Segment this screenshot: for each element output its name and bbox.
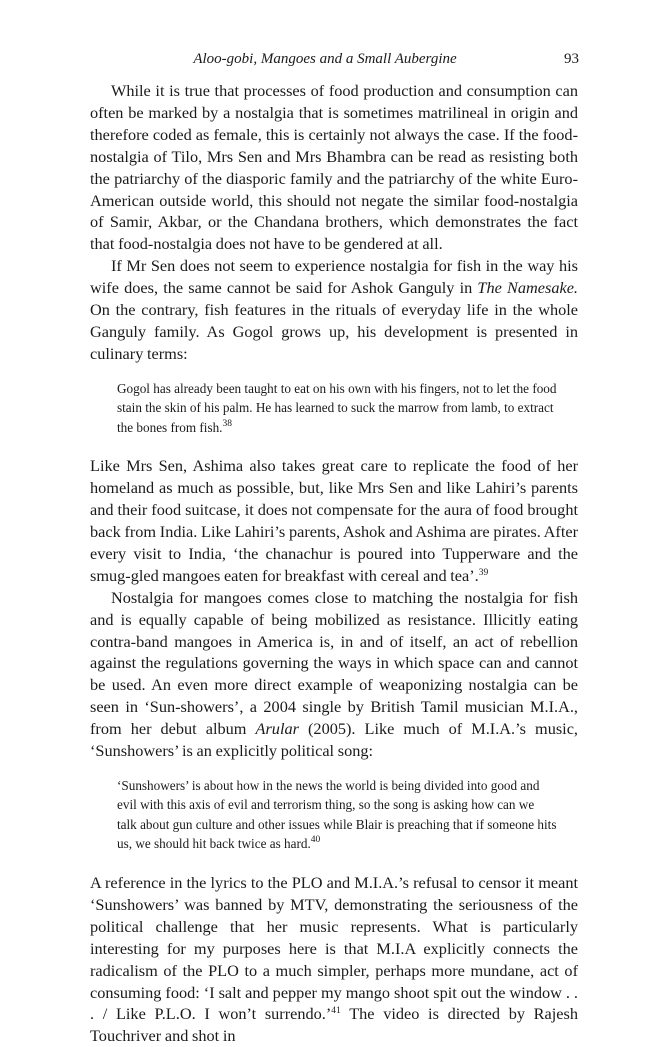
paragraph-1-text: While it is true that processes of food production and consumption can often be marked by a nostalgia that is sometimes matrilineal in origin and therefore coded as female, this is certainly not always the case. If the food-nostalgia of Tilo, Mrs Sen and Mrs Bhambra can be read as resisting both the patriarchy of the diasporic family and the patriarchy of the white Euro-American outside world, this should not negate the similar food-nostalgia of Samir, Akbar, or the Chandana brothers, which demonstrates the fact that food-nostalgia does not have to be gendered at all. bbox=[90, 81, 578, 254]
paragraph-3 bbox=[90, 455, 578, 586]
footnote-ref-38: 38 bbox=[222, 418, 232, 429]
block-quote-2-text: ‘Sunshowers’ is about how in the news the world is being divided into good and evil with this axis of evil and terrorism thing, so the song is asking how can we talk about gun culture and other issues while Blair is preaching that if someone hits us, we should hit back twice as hard. bbox=[117, 777, 557, 852]
running-title: Aloo-gobi, Mangoes and a Small Aubergine bbox=[193, 51, 457, 67]
paragraph-5-text-b: The video is directed by Rajesh Touchriver and shot in bbox=[90, 1004, 578, 1046]
paragraph-3-text: Like Mrs Sen, Ashima also takes great care to replicate the food of her homeland as much as possible, but, like Mrs Sen and like Lahiri’s parents and their food suitcase, it does not compensate for the aura of food brought back from India. Like Lahiri’s parents, Ashok and Ashima are pirates. After every visit to India, ‘the chanachur is poured into Tupperware and the smug-gled mangoes eaten for breakfast with cereal and tea’. bbox=[90, 456, 578, 585]
block-quote-1-text: Gogol has already been taught to eat on his own with his fingers, not to let the food stain the skin of his palm. He has learned to suck the marrow from lamb, to extract the bones from fish. bbox=[117, 380, 557, 435]
footnote-ref-39: 39 bbox=[478, 567, 489, 578]
paragraph-4 bbox=[90, 587, 578, 762]
paragraph-2-text-b: On the contrary, fish features in the rituals of everyday life in the whole Ganguly family. As Gogol grows up, his development is presented in culinary terms: bbox=[90, 300, 578, 363]
album-title-arular: Arular bbox=[255, 719, 299, 739]
paragraph-1 bbox=[90, 80, 578, 255]
paragraph-4-text-a: Nostalgia for mangoes comes close to matching the nostalgia for fish and is equally capable of being mobilized as resistance. Illicitly eating contra-band mangoes in America is, in and of itself, an act of rebellion against the regulations governing the ways in which space can and cannot be used. An even more direct example of weaponizing nostalgia can be seen in ‘Sun-showers’, a 2004 single by British Tamil musician M.I.A., from her debut album bbox=[90, 587, 578, 739]
footnote-ref-41: 41 bbox=[331, 1006, 341, 1017]
paragraph-5-text-a: A reference in the lyrics to the PLO and M.I.A.’s refusal to censor it meant ‘Sunshowers’ was banned by MTV, demonstrating the seriousness of the political challenge that her music represents. What is particularly interesting for my purposes here is that M.I.A explicitly connects the radicalism of the PLO to a much simpler, perhaps more mundane, act of consuming food: ‘I salt and pepper my mango shoot spit out the window . . . / Like P.L.O. I won’t surrendo.’ bbox=[90, 872, 578, 1024]
paragraph-4-text-b: (2005). Like much of M.I.A.’s music, ‘Sunshowers’ is an explicitly political song: bbox=[90, 719, 578, 761]
body-text bbox=[90, 80, 578, 1047]
block-quote-1 bbox=[117, 379, 557, 438]
block-quote-2 bbox=[117, 776, 557, 854]
running-head bbox=[0, 48, 650, 70]
paragraph-2 bbox=[90, 255, 578, 365]
footnote-ref-40: 40 bbox=[310, 835, 321, 846]
page-number: 93 bbox=[564, 51, 579, 67]
book-title-the-namesake: The Namesake. bbox=[477, 278, 579, 298]
paragraph-5 bbox=[90, 872, 578, 1047]
paragraph-2-text-a: If Mr Sen does not seem to experience nostalgia for fish in the way his wife does, the same cannot be said for Ashok Ganguly in bbox=[90, 256, 578, 298]
